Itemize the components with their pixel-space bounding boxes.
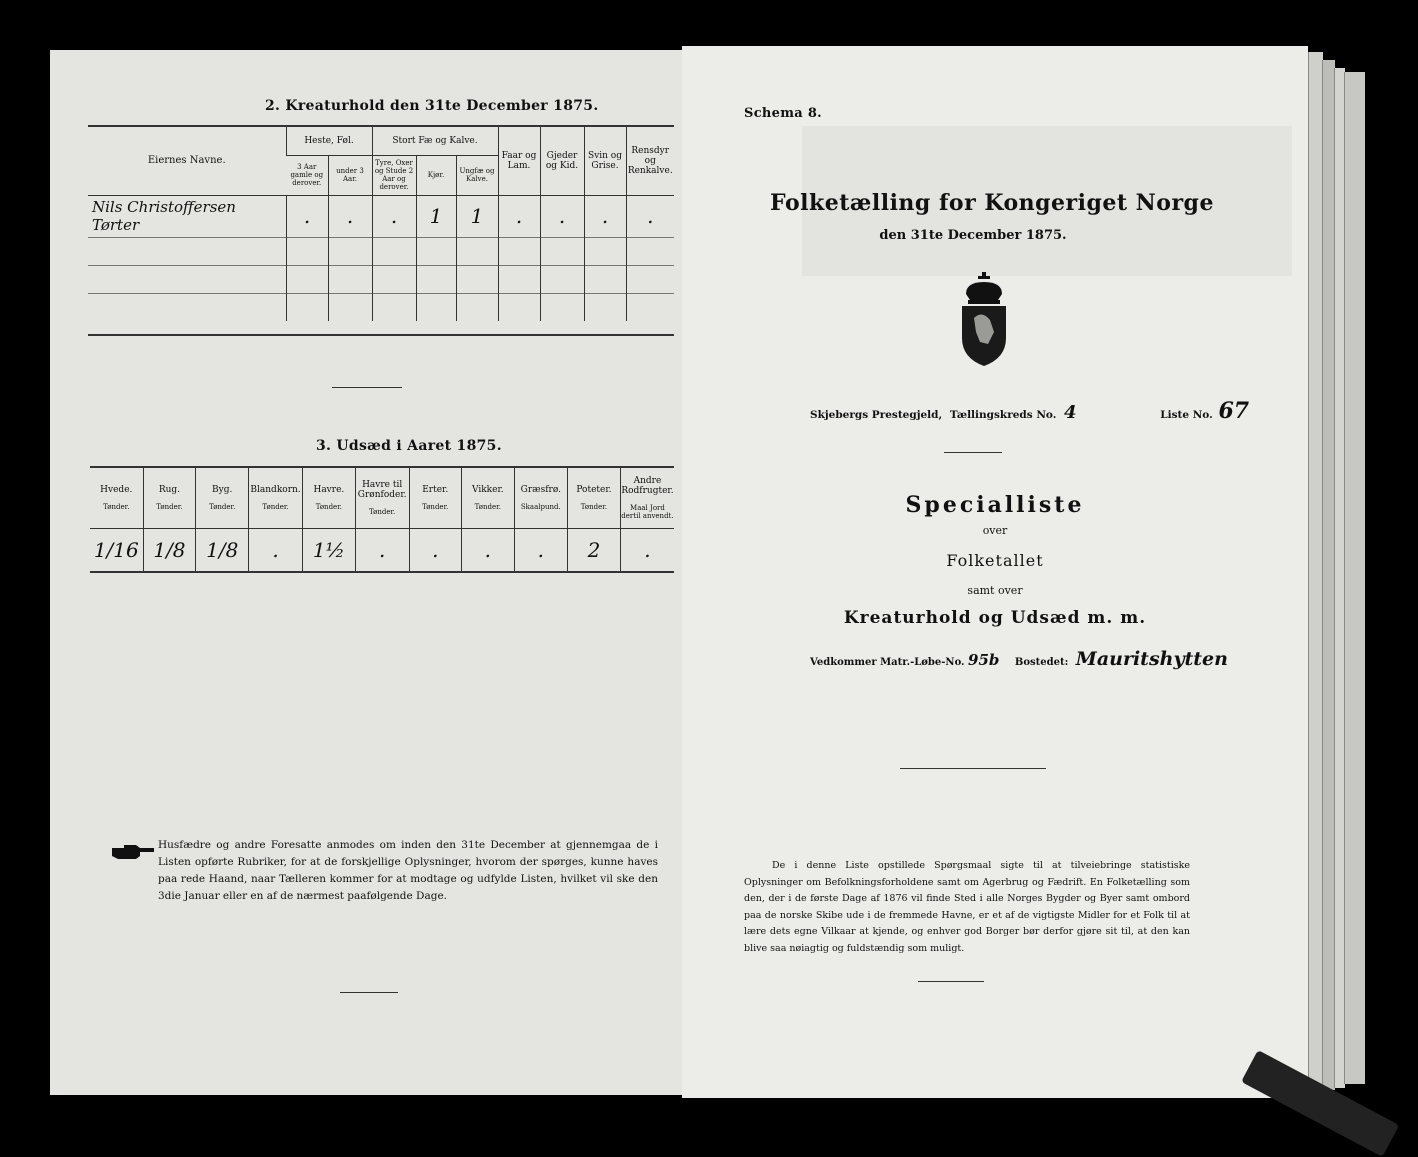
seed-unit: Tønder. (580, 502, 608, 511)
seed-column-header (90, 468, 143, 528)
right-page (682, 46, 1308, 1098)
cell: . (286, 195, 328, 237)
cell: . (372, 195, 416, 237)
seed-value-cell: . (249, 528, 303, 571)
seed-unit: Tønder. (103, 502, 130, 511)
matr-label: Vedkommer Matr.-Løbe-No. (810, 657, 965, 668)
bosted-value: Mauritshytten (1075, 648, 1228, 670)
seed-value-cell: 1/8 (196, 528, 249, 571)
seed-column-header (249, 468, 303, 528)
tyre-header: Tyre, Oxer og Stude 2 Aar og derover. (372, 155, 416, 195)
svin-header: Svin og Grise. (584, 127, 626, 195)
over-label: over (982, 524, 1008, 537)
seed-value-cell: . (409, 528, 461, 571)
cell: . (584, 195, 626, 237)
table-row (88, 293, 674, 321)
seed-crop-name: Blandkorn. (250, 484, 301, 495)
heste-over3-header: 3 Aar gamle og derover. (286, 155, 328, 195)
seed-column-header (567, 468, 620, 528)
ungfae-header: Ungfæ og Kalve. (456, 155, 498, 195)
seed-unit: Tønder. (156, 502, 183, 511)
divider (944, 452, 1002, 453)
owner-header: Eiernes Navne. (88, 127, 286, 195)
form-title: Folketælling for Kongeriget Norge (770, 190, 1214, 216)
page-stack-edge (1344, 72, 1365, 1084)
instructions-notice: Husfædre og andre Foresatte anmodes om inden den 31te December at gjennemgaa de i Listen opførte Rubriker, for at de forskjellige Oplysninger, hvorom der spørges, kunne haves paa rede Haand, naar Tælleren kommer for at modtage og udfylde Listen, hvilket vil ske den 3die Januar eller en af de nærmest paafølgende Dage. (158, 839, 658, 902)
seed-crop-name: Havre. (313, 484, 345, 495)
divider (918, 981, 984, 982)
left-page (50, 50, 682, 1095)
table-row (90, 528, 674, 571)
seed-unit: Tønder. (209, 502, 236, 511)
kreaturhold-heading: Kreaturhold og Udsæd m. m. (843, 608, 1147, 628)
seed-table (90, 468, 674, 571)
table-row (88, 237, 674, 265)
seed-column-header (143, 468, 196, 528)
table-row (88, 265, 674, 293)
list-label: Liste No. (1160, 409, 1213, 421)
list-number: 67 (1218, 398, 1250, 424)
seed-unit: Tønder. (474, 502, 501, 511)
gjeder-header: Gjeder og Kid. (540, 127, 584, 195)
owner-name: Nils Christoffersen Tørter (92, 198, 236, 234)
cell: 1 (416, 195, 456, 237)
seed-crop-name: Poteter. (576, 484, 612, 495)
kjor-header: Kjør. (416, 155, 456, 195)
cell: . (328, 195, 372, 237)
matr-line (810, 648, 1228, 670)
seed-column-header (196, 468, 249, 528)
cell: . (540, 195, 584, 237)
seed-table-bottom-rule (90, 571, 674, 573)
seed-value-cell: . (514, 528, 567, 571)
seed-crop-name: Erter. (422, 484, 449, 495)
faar-header: Faar og Lam. (498, 127, 540, 195)
purpose-text: De i denne Liste opstillede Spørgsmaal sigte til at tilveiebringe statistiske Oplysninger om Befolkningsforholdene samt om Agerbrug og Fædrift. En Folketælling som den, der i de første Dage af 1876 vil finde Sted i alle Norges Bygder og Byer samt ombord paa de norske Skibe ude i de fremmede Havne, er et af de vigtigste Midler for et Folk til at lære dets egne Vilkaar at kjende, og enhver god Borger bør derfor gjøre sit til, at den kan blive saa nøiagtig og fuldstændig som muligt. (744, 860, 1190, 954)
samt-over-label: samt over (967, 584, 1023, 597)
section2-title: 2. Kreaturhold den 31te December 1875. (265, 98, 599, 114)
cell: 1 (456, 195, 498, 237)
seed-value-cell: . (620, 528, 674, 571)
divider (900, 768, 1046, 769)
page-stack-edge (1308, 52, 1323, 1092)
rensdyr-header: Rensdyr og Renkalve. (626, 127, 674, 195)
seed-column-header (355, 468, 409, 528)
seed-value-cell: 1½ (302, 528, 355, 571)
table-row (88, 195, 674, 237)
seed-crop-name: Vikker. (471, 484, 504, 495)
seed-value-cell: 1/8 (143, 528, 196, 571)
seed-crop-name: Andre Rodfrugter. (621, 475, 674, 496)
seed-column-header (461, 468, 514, 528)
divider (332, 387, 402, 388)
stort-fae-header: Stort Fæ og Kalve. (372, 127, 498, 155)
seed-unit: Skaalpund. (520, 502, 561, 511)
seed-unit: Tønder. (262, 502, 289, 511)
seed-unit: Maal Jord dertil anvendt. (621, 503, 674, 520)
seed-crop-name: Byg. (212, 484, 233, 495)
pointing-hand-icon (110, 842, 156, 862)
seed-value-cell: . (461, 528, 514, 571)
seed-value-cell: 1/16 (93, 537, 139, 562)
seed-crop-name: Havre til Grønfoder. (357, 479, 407, 500)
district-label: Tællingskreds No. (949, 409, 1057, 421)
heste-under3-header: under 3 Aar. (328, 155, 372, 195)
parish-name: Skjebergs Prestegjeld, (810, 409, 943, 421)
seed-column-header (620, 468, 674, 528)
livestock-table (88, 127, 674, 321)
schema-number: Schema 8. (744, 106, 823, 121)
table-bottom-rule (88, 334, 674, 336)
bosted-label: Bostedet: (1014, 657, 1069, 668)
cell: . (626, 195, 674, 237)
heste-header: Heste, Føl. (286, 127, 372, 155)
parish-line (810, 398, 1249, 424)
seed-unit: Tønder. (369, 507, 396, 516)
form-subtitle: den 31te December 1875. (879, 228, 1067, 243)
section3-title: 3. Udsæd i Aaret 1875. (316, 438, 502, 454)
seed-crop-name: Hvede. (100, 484, 133, 495)
seed-crop-name: Græsfrø. (520, 484, 561, 495)
seed-value-cell: 2 (567, 528, 620, 571)
coat-of-arms-icon (952, 270, 1016, 370)
district-number: 4 (1064, 402, 1077, 423)
seed-column-header (514, 468, 567, 528)
specialliste-heading: Specialliste (905, 492, 1085, 518)
cell: . (498, 195, 540, 237)
seed-unit: Tønder. (422, 502, 449, 511)
seed-column-header (302, 468, 355, 528)
matr-number: 95b (968, 651, 1000, 669)
divider (340, 992, 398, 993)
folketallet-heading: Folketallet (946, 551, 1044, 570)
seed-unit: Tønder. (315, 502, 342, 511)
seed-value-cell: . (355, 528, 409, 571)
seed-column-header (409, 468, 461, 528)
seed-crop-name: Rug. (158, 484, 181, 495)
